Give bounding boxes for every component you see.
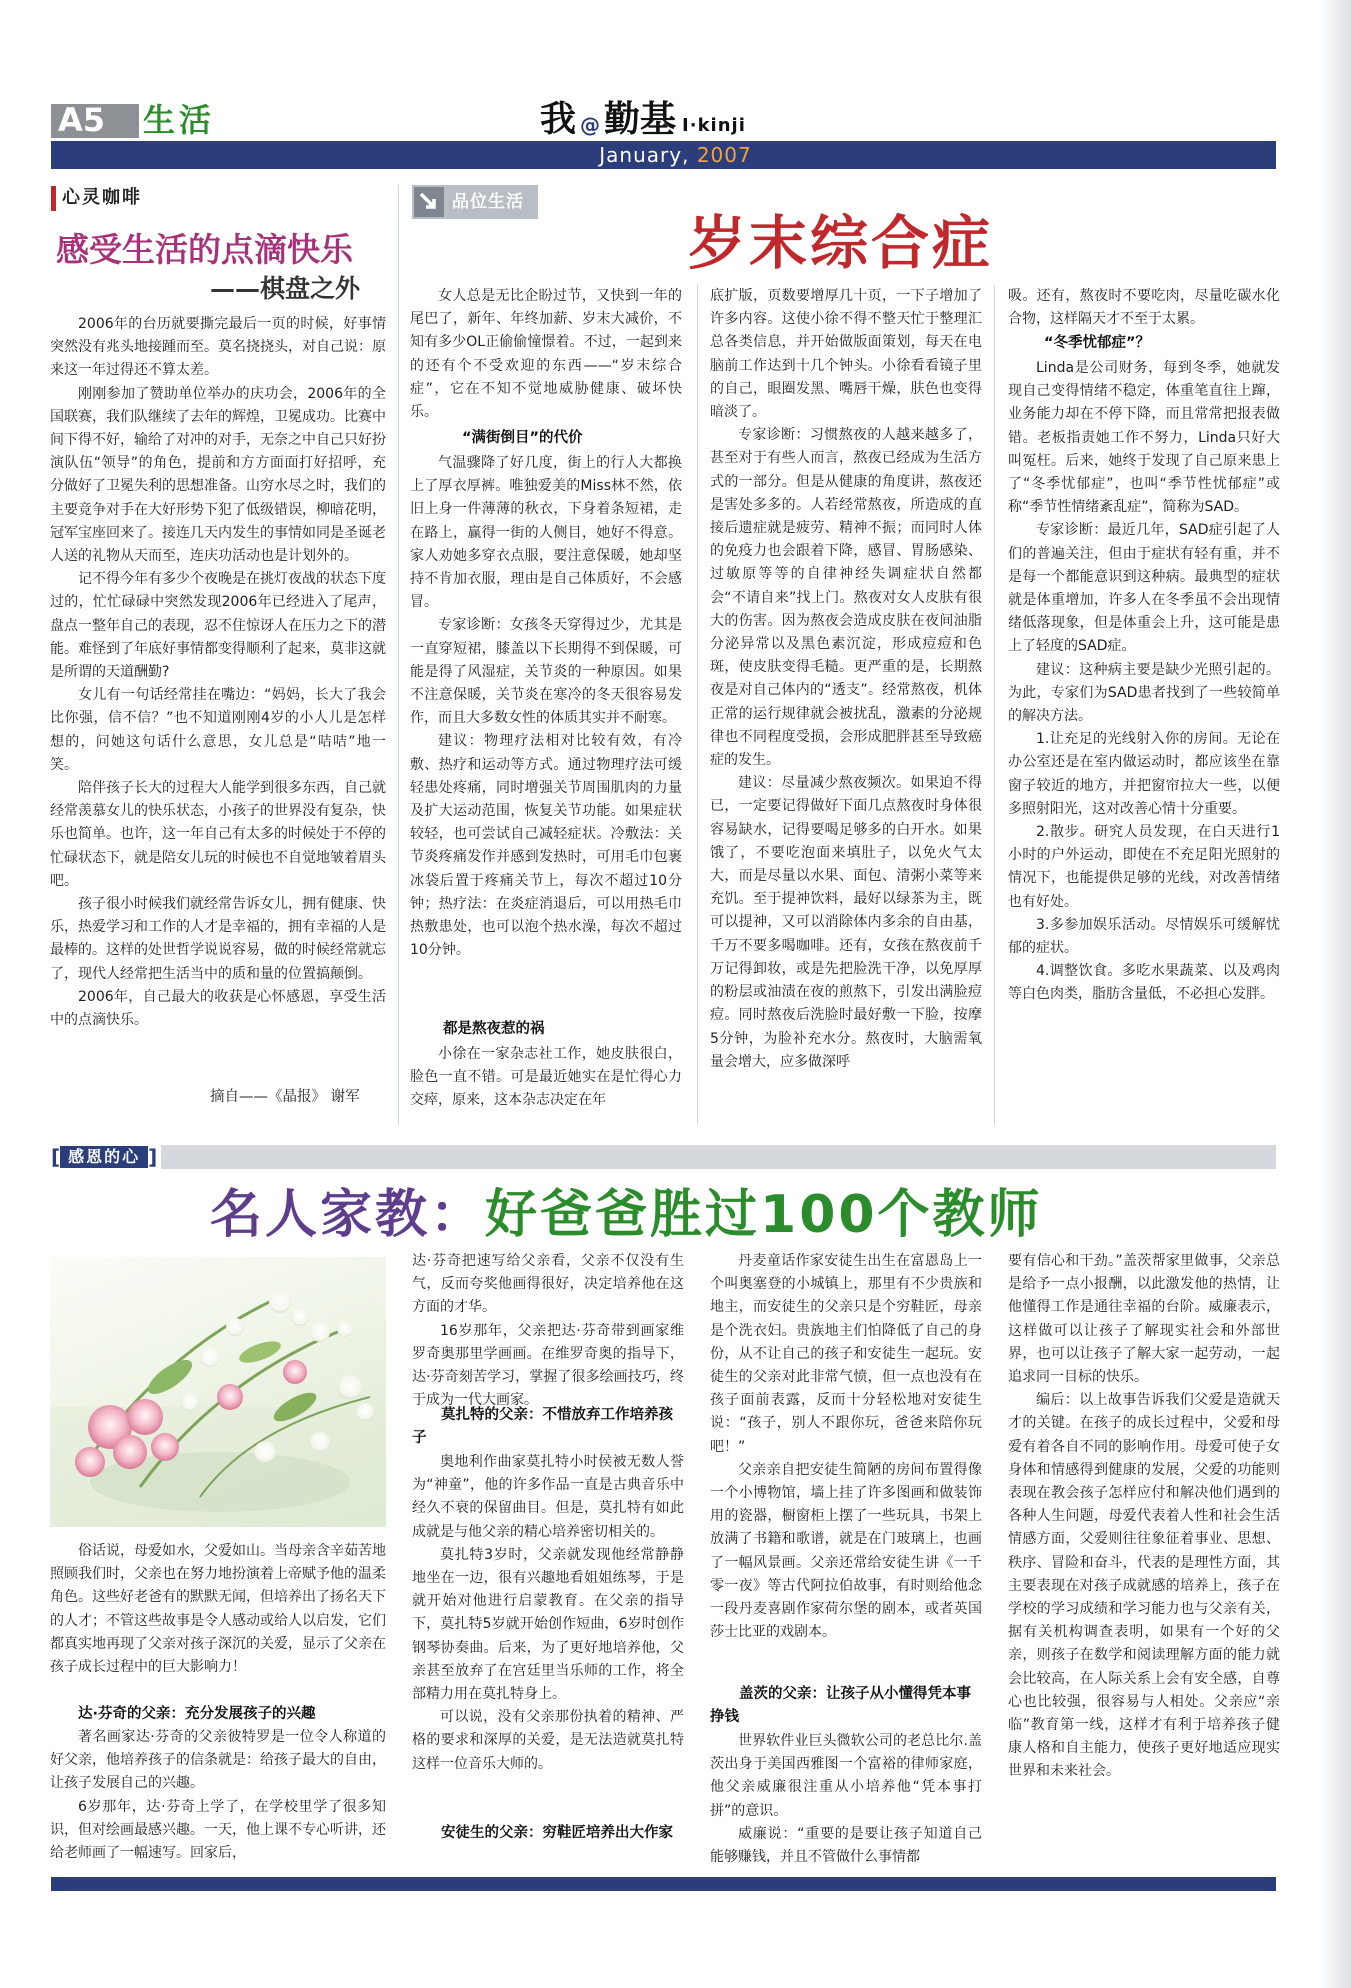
paragraph: 陪伴孩子长大的过程大人能学到很多东西，自己就经常羡慕女儿的快乐状态，小孩子的世界没有复杂，快乐也简单。也许，这一年自己有太多的时候处于不停的忙碌状态下，就是陪女儿玩的时候也不自觉地皱着眉头吧。 bbox=[50, 780, 386, 889]
paragraph: 3.多参加娱乐活动。尽情娱乐可缓解忧郁的症状。 bbox=[1008, 916, 1280, 957]
gratitude-col2-top bbox=[412, 1250, 684, 1412]
headline-prefix: 名人家教： bbox=[210, 1185, 486, 1245]
masthead-char-wo: 我 bbox=[540, 99, 577, 140]
year-end-col3-top bbox=[1008, 285, 1280, 331]
year-end-col1-intro bbox=[410, 285, 682, 424]
paragraph: 2006年的台历就要撕完最后一页的时候，好事情突然没有兆头地接踵而至。莫名挠挠头，对自己说：原来这一年过得还不算太差。 bbox=[50, 316, 386, 379]
masthead-at: @ bbox=[580, 113, 601, 137]
paragraph: 记不得今年有多少个夜晚是在挑灯夜战的状态下度过的，忙忙碌碌中突然发现2006年已经进入了尾声，盘点一整年自己的表现，忍不住惊讶人在压力之下的潜能。难怪到了年底好事情都变得顺利了起来，莫非这就是所谓的天道酬勤? bbox=[50, 571, 386, 681]
column-tag-heart-cafe: 心灵咖啡 bbox=[62, 187, 142, 208]
paragraph: 专家诊断：习惯熬夜的人越来越多了，甚至对于有些人而言，熬夜已经成为生活方式的一部分。但是从健康的角度讲，熬夜还是害处多多的。人若经常熬夜，所造成的直接后遗症就是疲劳、精神不振；而同时人体的免疫力也会跟着下降，感冒、胃肠感染、过敏原等等的自律神经失调症状自然都会“不请自来”找上门。熬夜对女人皮肤有很大的伤害。因为熬夜会造成皮肤在夜间油脂分泌异常以及黑色素沉淀，形成痘痘和色斑，使皮肤变得毛糙。更严重的是，长期熬夜是对自己体内的“透支”。经常熬夜，机体正常的运行规律就会被扰乱，激素的分泌规律也不同程度受损，会形成肥胖甚至导致癌症的发生。 bbox=[710, 427, 982, 769]
paragraph: 专家诊断：最近几年，SAD症引起了人们的普遍关注，但由于症状有轻有重，并不是每一个都能意识到这种病。最典型的症状就是体重增加，许多人在冬季虽不会出现情绪低落现象，但是体重会上升，这可能是患上了轻度的SAD症。 bbox=[1008, 522, 1280, 655]
paragraph: Linda是公司财务，每到冬季，她就发现自己变得情绪不稳定，体重笔直往上蹿，业务能力却在不停下降，而且常常把报表做错。老板指责她工作不努力，Linda只好大叫冤枉。后来，她终于发现了自己原来患上了“冬季忧郁症”，也叫“季节性忧郁症”或称“季节性情绪紊乱症”，简称为SAD。 bbox=[1008, 360, 1280, 516]
paragraph: 小徐在一家杂志社工作，她皮肤很白，脸色一直不错。可是最近她实在是忙得心力交瘁，原来，这本杂志决定在年 bbox=[410, 1046, 682, 1109]
article-source: 摘自——《晶报》 谢军 bbox=[210, 1089, 360, 1105]
paragraph: 可以说，没有父亲那份执着的精神、严格的要求和深厚的关爱，是无法造就莫扎特这样一位音乐大师的。 bbox=[412, 1709, 684, 1772]
article-title: 岁末综合症 bbox=[688, 209, 994, 277]
subheading-andersen: 安徒生的父亲：穷鞋匠培养出大作家 bbox=[441, 1825, 673, 1841]
paragraph: 孩子很小时候我们就经常告诉女儿，拥有健康、快乐，热爱学习和工作的人才是幸福的，拥有幸福的人是最棒的。这样的处世哲学说说容易，做的时候经常就忘了，现代人经常把生活当中的质和量的位置搞颠倒。 bbox=[50, 896, 386, 982]
flower-photo bbox=[50, 1257, 386, 1527]
gratitude-col2-body bbox=[412, 1451, 684, 1776]
paragraph: 建议：物理疗法相对比较有效，有冷敷、热疗和运动等方式。通过物理疗法可缓轻患处疼痛，同时增强关节周围肌肉的力量及扩大运动范围，恢复关节功能。如果症状较轻，也可尝试自己减轻症状。冷敷法：关节炎疼痛发作并感到发热时，可用毛巾包裹冰袋后置于疼痛关节上，每次不超过10分钟；热疗法：在炎症消退后，可以用热毛巾热敷患处，也可以泡个热水澡，每次不超过10分钟。 bbox=[410, 733, 682, 959]
subheading-cold: “满街倒目”的代价 bbox=[462, 430, 583, 446]
gratitude-col1-intro bbox=[50, 1540, 386, 1679]
paragraph: 父亲亲自把安徒生简陋的房间布置得像一个小博物馆，墙上挂了许多图画和做装饰用的瓷器，橱窗柜上摆了一些玩具，书架上放满了书籍和歌谱，就是在门玻璃上，也画了一幅风景画。父亲还常给安徒生讲《一千零一夜》等古代阿拉伯故事，有时则给他念一段丹麦喜剧作家荷尔堡的剧本，或者英国莎士比亚的戏剧本。 bbox=[710, 1461, 982, 1641]
paragraph: 专家诊断：女孩冬天穿得过少，尤其是一直穿短裙，膝盖以下长期得不到保暖，可能是得了风湿症，关节炎的一种原因。如果不注意保暖，关节炎在寒冷的冬天很容易发作，而且大多数女性的体质其实并不耐寒。 bbox=[410, 617, 682, 727]
paragraph: 丹麦童话作家安徒生出生在富恩岛上一个叫奥塞登的小城镇上，那里有不少贵族和地主，而安徒生的父亲只是个穷鞋匠，母亲是个洗衣妇。贵族地主们怕降低了自己的身份，从不让自己的孩子和安徒生一起玩。安徒生的父亲对此非常气愤，但一点也没有在孩子面前表露，反而十分轻松地对安徒生说：“孩子，别人不跟你玩，爸爸来陪你玩吧！” bbox=[710, 1253, 982, 1455]
page-fold-shadow bbox=[1321, 0, 1351, 1988]
subheading-gates: 盖茨的父亲：让孩子从小懂得凭本事挣钱 bbox=[710, 1686, 971, 1726]
masthead-char-kinji: 勤基 bbox=[604, 99, 677, 140]
paragraph: 气温骤降了好几度，街上的行人大都换上了厚衣厚裤。唯独爱美的Miss林不然，依旧上身一件薄薄的秋衣，下身着条短裙，走在路上，赢得一街的人侧目，她好不得意。家人劝她多穿衣点服，要注意保暖，她却坚持不肯加衣服，理由是自己体质好，不会感冒。 bbox=[410, 455, 682, 611]
subheading-winter-blues: “冬季忧郁症”？ bbox=[1044, 335, 1151, 351]
article-subtitle: ——棋盘之外 bbox=[210, 274, 361, 303]
paragraph: 威廉说：“重要的是要让孩子知道自己能够赚钱，并且不管做什么事情都 bbox=[710, 1825, 982, 1866]
paragraph: 著名画家达·芬奇的父亲彼特罗是一位令人称道的好父亲，他培养孩子的信条就是：给孩子最大的自由，让孩子发展自己的兴趣。 bbox=[50, 1729, 386, 1792]
date-month: January, bbox=[599, 143, 697, 167]
section-name: 生活 bbox=[143, 101, 216, 139]
footer-bar bbox=[51, 1877, 1276, 1891]
paragraph: 6岁那年，达·芬奇上学了，在学校里学了很多知识，但对绘画最感兴趣。一天，他上课不专心听讲，还给老师画了一幅速写。回家后， bbox=[50, 1798, 386, 1862]
subheading-late-night: 都是熬夜惹的祸 bbox=[443, 1021, 545, 1037]
paragraph: 2006年，自己最大的收获是心怀感恩，享受生活中的点滴快乐。 bbox=[50, 988, 386, 1029]
paragraph: 女人总是无比企盼过节，又快到一年的尾巴了，新年、年终加薪、岁末大减价，不知有多少OL正偷偷憧憬着。不过，一起到来的还有个不受欢迎的东西——“岁末综合症”，它在不知不觉地威胁健康、破坏快乐。 bbox=[410, 288, 682, 421]
paragraph: 底扩版，页数要增厚几十页，一下子增加了许多内容。这使小徐不得不整天忙于整理汇总各类信息，并开始做版面策划，每天在电脑前工作达到十几个钟头。小徐看看镜子里的自己，眼圈发黑、嘴唇干燥，肤色也变得暗淡了。 bbox=[710, 288, 982, 421]
paragraph: 要有信心和干劲。”盖茨帮家里做事，父亲总是给予一点小报酬，以此激发他的热情，让他懂得工作是通往幸福的台阶。威廉表示，这样做可以让孩子了解现实社会和外部世界，也可以让孩子了解大家一起劳动，一起追求同一目标的快乐。 bbox=[1008, 1253, 1280, 1386]
gratitude-col3-top bbox=[710, 1250, 982, 1644]
paragraph: 奥地利作曲家莫扎特小时侯被无数人誉为“神童”，他的许多作品一直是古典音乐中经久不衰的保留曲目。但是，莫扎特有如此成就是与他父亲的精心培养密切相关的。 bbox=[412, 1454, 684, 1540]
paragraph: 达·芬奇把速写给父亲看，父亲不仅没有生气，反而夸奖他画得很好，决定培养他在这方面的才华。 bbox=[412, 1253, 684, 1316]
bracket-left: [ bbox=[51, 1145, 61, 1169]
column-tag-label: 品位生活 bbox=[452, 192, 524, 212]
paragraph: 刚刚参加了赞助单位举办的庆功会，2006年的全国联赛，我们队继续了去年的辉煌，卫冕成功。比赛中间下得不好，输给了对冲的对手，无奈之中自己只好扮演队伍“领导”的角色，提前和方方面面打好招呼，充分做好了卫冕失利的思想准备。山穷水尽之时，我们的主要竞争对手在大好形势下犯了低级错误，柳暗花明，冠军宝座回来了。接连几天内发生的事情如同是圣诞老人送的礼物从天而至，连庆功活动也是计划外的。 bbox=[50, 385, 386, 565]
date-year: 2007 bbox=[696, 143, 752, 167]
year-end-col1-tail bbox=[410, 1043, 682, 1113]
paragraph: 2.散步。研究人员发现，在白天进行1小时的户外运动，即使在不充足阳光照射的情况下，也能提供足够的光线，对改善情绪也有好处。 bbox=[1008, 824, 1280, 910]
column-tag-marker bbox=[51, 186, 56, 211]
column-divider bbox=[994, 285, 995, 1125]
paragraph: 吸。还有，熬夜时不要吃肉，尽量吃碳水化合物，这样隔天才不至于太累。 bbox=[1008, 288, 1280, 328]
paragraph: 俗话说，母爱如水，父爱如山。当母亲含辛茹苦地照顾我们时，父亲也在努力地扮演着上帝赋予他的温柔角色。这些好老爸有的默默无闻，但培养出了扬名天下的人才；不管这些故事是令人感动或给人以启发，它们都真实地再现了父亲对孩子深沉的关爱，显示了父亲在孩子成长过程中的巨大影响力！ bbox=[50, 1543, 386, 1676]
paragraph: 16岁那年，父亲把达·芬奇带到画家维罗奇奥那里学画画。在维罗奇奥的指导下，达·芬奇刻苦学习，掌握了很多绘画技巧，终于成为一代大画家。 bbox=[412, 1322, 684, 1409]
section-rule bbox=[51, 1145, 1276, 1169]
paragraph: 世界软件业巨头微软公司的老总比尔.盖茨出身于美国西雅图一个富裕的律师家庭，他父亲威廉很注重从小培养他“凭本事打拼”的意识。 bbox=[710, 1733, 982, 1819]
paragraph: 建议：这种病主要是缺少光照引起的。为此，专家们为SAD患者找到了一些较简单的解决方法。 bbox=[1008, 661, 1280, 725]
column-divider bbox=[398, 185, 399, 1125]
column-divider bbox=[697, 285, 698, 1125]
year-end-col1-body bbox=[410, 452, 682, 962]
arrow-icon bbox=[414, 187, 444, 217]
masthead-latin: I·kinji bbox=[682, 115, 746, 136]
paragraph: 1.让充足的光线射入你的房间。无论在办公室还是在室内做运动时，都应该坐在靠窗子较近的地方，并把窗帘拉大一些，以便多照射阳光，这对改善心情十分重要。 bbox=[1008, 731, 1280, 817]
paragraph: 编后：以上故事告诉我们父爱是造就天才的关键。在孩子的成长过程中，父爱和母爱有着各自不同的影响作用。母爱可使子女身体和情感得到健康的发展，父爱的功能则表现在教会孩子怎样应付和解决他们遇到的各种人生问题，母爱代表着人性和社会生活情感方面，父爱则往往象征着事业、思想、秩序、冒险和奋斗，代表的是理性方面，其主要表现在对孩子成就感的培养上，孩子在学校的学习成绩和学习能力也与父亲有关，据有关机构调查表明，如果有一个好的父亲，则孩子在数学和阅读理解方面的能力就会比较高，在人际关系上会有安全感，自尊心也比较强，很容易与人相处。父亲应“亲临”教育第一线，这样才有利于培养孩子健康人格和自主能力，使孩子更好地适应现实世界和未来社会。 bbox=[1008, 1392, 1280, 1780]
subheading-mozart: 莫扎特的父亲：不惜放弃工作培养孩子 bbox=[412, 1407, 673, 1447]
year-end-col2 bbox=[710, 285, 982, 1074]
column-tag-lifestyle bbox=[412, 185, 538, 219]
bracket-right: ] bbox=[148, 1145, 158, 1169]
section-tag-label: 感恩的心 bbox=[60, 1146, 148, 1168]
paragraph: 4.调整饮食。多吃水果蔬菜、以及鸡肉等白色肉类，脂肪含量低，不必担心发胖。 bbox=[1008, 963, 1280, 1003]
gratitude-col4 bbox=[1008, 1250, 1280, 1784]
article-title: 感受生活的点滴快乐 bbox=[56, 230, 353, 269]
paragraph: 建议：尽量减少熬夜频次。如果迫不得已，一定要记得做好下面几点熬夜时身体很容易缺水，记得要喝足够多的白开水。如果饿了，不要吃泡面来填肚子，以免火气太大，而是尽量以水果、面包、清粥小菜等来充饥。至于提神饮料，最好以绿茶为主，既可以提神，又可以消除体内多余的自由基，千万不要多喝咖啡。还有，女孩在熬夜前千万记得卸妆，或是先把脸洗干净，以免厚厚的粉层或油渍在夜的煎熬下，引发出满脸痘痘。同时熬夜后洗脸时最好敷一下脸，按摩5分钟，为脸补充水分。熬夜时，大脑需氧量会增大，应多做深呼 bbox=[710, 775, 982, 1070]
date-line bbox=[0, 141, 1351, 169]
headline bbox=[210, 1180, 1270, 1250]
year-end-col3-body bbox=[1008, 357, 1280, 1007]
paragraph: 莫扎特3岁时，父亲就发现他经常静静地坐在一边，很有兴趣地看姐姐练琴，于是就开始对他进行启蒙教育。在父亲的指导下，莫扎特5岁就开始创作短曲，6岁时创作钢琴协奏曲。后来，为了更好地培养他，父亲甚至放弃了在宫廷里当乐师的工作，将全部精力用在莫扎特身上。 bbox=[412, 1546, 684, 1703]
heart-cafe-body bbox=[50, 313, 386, 1032]
section-tag-gratitude bbox=[51, 1145, 161, 1169]
headline-main: 好爸爸胜过100个教师 bbox=[485, 1185, 1043, 1245]
page-number: A5 bbox=[58, 101, 106, 139]
paragraph: 女儿有一句话经常挂在嘴边：“妈妈，长大了我会比你强，信不信？”也不知道刚刚4岁的小人儿是怎样想的，问她这句话什么意思，女儿总是“咭咭”地一笑。 bbox=[50, 687, 386, 773]
gratitude-col1-body bbox=[50, 1726, 386, 1865]
masthead bbox=[540, 98, 746, 140]
subheading-da-vinci: 达·芬奇的父亲：充分发展孩子的兴趣 bbox=[78, 1706, 316, 1722]
gratitude-col3-body bbox=[710, 1730, 982, 1869]
